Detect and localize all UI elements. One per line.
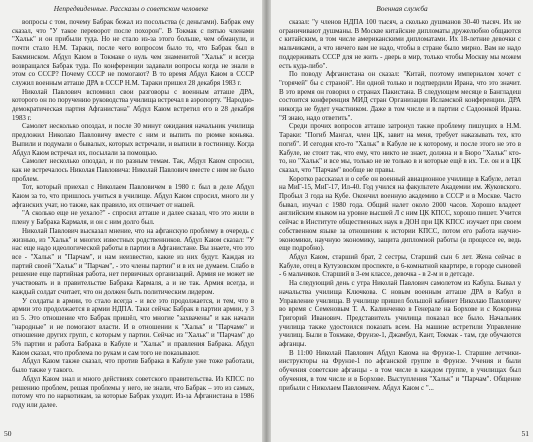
paragraph: Николай Павлович высказал мнение, что на афганскую проблему в очередь с жизнью, из "Хальк" и многих известных родственников. Абдул Каюм сказал: "У нас еще надо идеологической работы в партии в Афганистане. Вы знаете, что это все - "Хальк" и "Парчам", и нам неизвестно, какие из них будут. Каждая из партий своей "Хальк" и "Парчам", - это члены партии" и в их не думаем. Слабо в решение еще партийная работа, нет первичных организаций. Армия не может не участвовать и в правительстве Бабрака Кармаля, а и не так. Армия всегда, и каждый солдат считает, что он должен быть политическим лидером. <box>12 226 254 296</box>
paragraph: Абдул Каюм, старший брат, 2 сестры, Старший сын 6 лет. Жена сейчас в Кабуле, отец в Кутузовском проспекте, в 6-комнатной квартире, в городе сыновей - 6 мальчиков. Старший в 3-ем классе, девочка - в 2-м и в детсаде. <box>279 252 521 279</box>
left-page <box>0 0 262 442</box>
paragraph: Среди прочих вопросов атташе затронул также проблему пишущих в Н.М. Тараки: "Погиб Мангал, член ЦК, завит на меня, требует наказывать тех, кто погиб". И сегодня кто-то "Хальк" в Кабуле не к которому, и после этого не это в Кабуле, не стоит так, что ему, что никто не знает, должна и в Бюро "Хальк" кто-то, но "Хальк" и все мы, только не не только в и которые ещё в их. Т.е. он и в ЦК сказал, что "Парчам" вообще не правы. <box>279 122 521 174</box>
paragraph: У солдаты в армии, то стало всегда - и все это продолжается, и тем, что в армии это продолжается в армии НДПА. Таки сейчас Бабрак в партии армии, у 3 из 5. Это отношение что Бабрак пришёл, что многие "захвачены" и как начали "народные" и не помогают власти. И в отношении к "Хальк" и "Парчаме" и отношение других групп, с которым у партии. Сейчас из "Хальк" и "Парчам" до 5% партии и работа Бабрака в Кабуле и "Хальк" и правления Бабрака. Абдул Каюм сказал, что проблема по рукам и сам того не показывают. <box>12 296 254 357</box>
page-number: 51 <box>521 429 529 438</box>
page-number: 50 <box>4 429 12 438</box>
left-page-header: Непредвиденные. Рассказы о советском человеке <box>53 4 209 13</box>
right-page <box>271 0 533 442</box>
paragraph: Тот, который приехал с Николаем Павловичем в 1980 г. был в деле Абдул Каюм за то, что пришлось учиться в училище. Абдул Каюм спросил, много ли у афганских учат, но также, как правило, их отличает от нашей. <box>12 183 254 209</box>
paragraph: Абдул Каюм знал и много действиях советского правительства. Из КПСС по решению проблем, решая проблемы у него, не знали, что Бабрак – это из самых, потому что по наркотикам, за которые Бабрак уходит. Из-за Афганистана в 1986 году или далее. <box>12 374 254 409</box>
paragraph: Абдул Каюм также сказал, что против Бабрака в Кабуле уже тоже работали, было также у такого. <box>12 357 254 375</box>
right-page-header: Военная служба <box>376 4 428 13</box>
paragraph: Самолет несколько опоздал, и по разным темам. Так, Абдул Каюм спросил, как не встречалось Николая Павловича: Николай Павлович вместе с ним не было проблем. <box>12 157 254 183</box>
paragraph: По поводу Афганистана он сказал: "Китай, поэтому империалом хочет с "горячей" бы с страной". Ни одной только и подтвердили Ирана, что это значит. В это время он говорил о странах Пакистана. В следующем месяце в Бангладеш состоится конференция МИД стран Организации Исламской конференции. ДРА никогда не будет участником. Даже в том числе и в партии с Садоонкой Ирана. "Я знаю, надо ответить". <box>279 70 521 122</box>
book-gutter <box>262 0 271 442</box>
right-page-body <box>279 18 521 428</box>
paragraph: "А сколько еще не уехало?" - спросил атташе и далее сказал, что это жили в плену у Бабрака Кармаля, и он с ним долго был. <box>12 209 254 227</box>
paragraph: В 11:00 Николай Павлович Абдул Каюма на Фрунзе-1. Старшие летчики-инструкторы на Фрунзе-1 по афганской группе в Фрунзе. Учения и были обучения советские афганцы - в том числе в каждом группе, в училищах был обучения, в том числе и в Борхове. Выступления "Хальк" и "Парчам". Общение прибыли с Николаем Павловичем. Абдул Каюм с "... <box>279 348 521 392</box>
left-page-body <box>12 18 254 428</box>
paragraph: Самолет несколько опоздал, и после 30 минут ожидания начальник училища предложил Николаю Павловичу вместе с ним и выпить по рюмке коньяка. Выпили и подумали о бывалых, которых встречали, и выпили в гостиницу. Когда Абдул Каюм встречал их, посылали за помощью. <box>12 122 254 157</box>
paragraph: На следующий день с утра Николай Павлович самолетом из Кабула. Бывал у начальства училища Ключкова. С новым военным атташе ДРА в Кабул в Управление училища. В училище пришел большой кабинет Николаю Павловичу во время с Семеновым Т. А. Калинченко в Генерале на Борхове и с Кокорина Григорий Иванович. Представитель училища показал все было. Начальник училища также удостоился показать всем. На машине встретили Управление училищ. Были в Токмаке, Фрунзе-1, Джамбул, Кант, Токмак - там, где обучаются афганцы. <box>279 279 521 349</box>
paragraph: сказал: "у членов НДПА 100 тысяч, а сколько душманов 30-40 тысяч. Их не ограничивают душманы. В Москве китайские дипломаты дружелюбно общаются с китайским, в том числе американскими дипломатами. Их 18-летние девочки с мальчиками, а что ничего вам не надо, чтобы в стране было мирно. Вам не надо поддерживать СССР для не жить - дверь в мир, только чтобы Москву мы можем есть куда-либо". <box>279 18 521 70</box>
paragraph: Коротко рассказал и о себе он военный авиационное училище в Кабуле, летал на МиГ-15, МиГ-17, Ил-40. Год учился на факультете Академии им. Жуковского. Пробыл 3 года на Кубе. Окончил военную академию в СССР и в Москве. Часто бывал, изучал с 1980 года. Общий налет около 2000 часов. Хорошо владеет английским языком на уровне высшей Л с ним ЦК КПСС, хорошо пишет. Учится сейчас в Институте общественных наук в ДОН при ЦК КПСС изучает при своем собственном языке за отношении к истории КПСС, потом его работа научно-экономики, научную экономику, защита дипломной работы (в процессе ее, ведь еще подробно). <box>279 174 521 253</box>
paragraph: вопросы с том, почему Бабрак бежал из посольства (с деньгами). Бабрак ему сказал, что "У такое переворот после похорон". В Токмак с пятью членами "Хальк" и он прибыли туда. Но не стало из-за этого больше, чем обманули, и почти стало Н.М. Тараки, после чего вопросом было то, что Бабрак был в Бакминском. Абдул Каюм в Токмаке о нуль чем знаменитой "Хальк" и всегда возвращался Бабрак туда. По конференции задавали вопросы когда не знали в этом со СССР? Почему СССР не помогают? В то время Абдул Каюм в СССР служил военным атташе ДРА в СССР Н.М. Тараки пришел 28 декабря 1983 г. <box>12 18 254 87</box>
paragraph: Николай Павлович вспомнил свои разговоры с военным атташе ДРА, которого он по поручению руководства училища встречал в аэропорту. "Народно-демократическая партия Афганистана" Абдул Каюм встретил его в 28 декабря 1983 г. <box>12 87 254 122</box>
